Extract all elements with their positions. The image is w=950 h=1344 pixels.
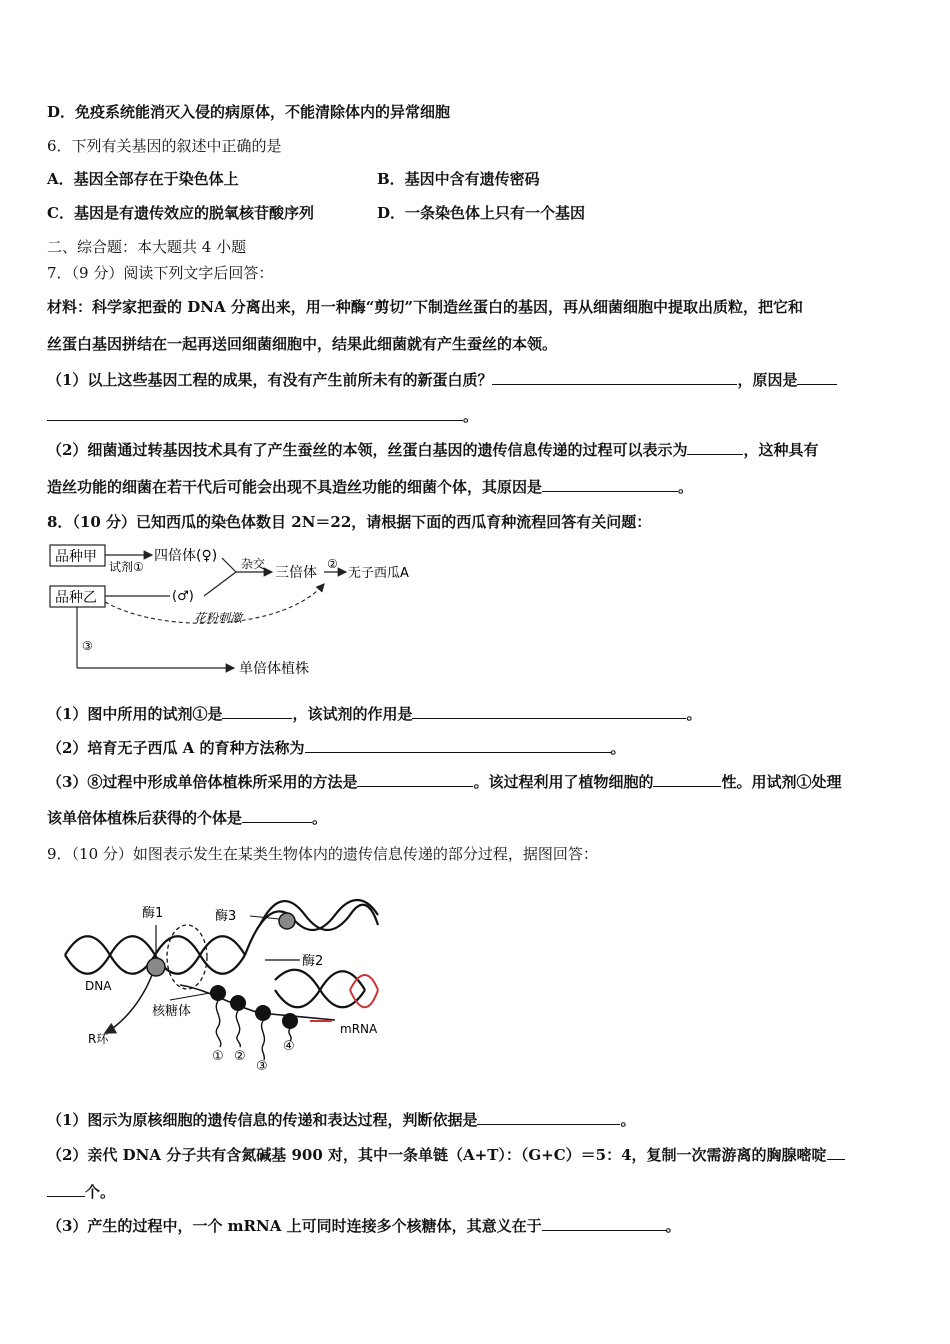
q8-part1-blank2[interactable] [412, 704, 686, 719]
triploid-label: 三倍体 [275, 565, 317, 581]
q8-part3-text: （3）⑧过程中形成单倍体植株所采用的方法是 [47, 773, 358, 791]
q9-part2-blank-start[interactable] [827, 1145, 845, 1160]
q9-part1-blank[interactable] [477, 1110, 620, 1125]
q9-part3-end: 。 [665, 1217, 681, 1235]
q7-part2-text2: ，这种具有 [743, 441, 819, 459]
ribosome-2 [230, 995, 246, 1011]
q8-part2-blank[interactable] [305, 738, 611, 753]
ribosome-pointer [170, 993, 210, 1000]
gene-expression-diagram [60, 895, 390, 1075]
q9-part3-blank[interactable] [542, 1216, 666, 1231]
q9-part3 [47, 1216, 681, 1236]
q7-part1-reason-label: ，原因是 [737, 371, 798, 389]
dna-strand-top-a [245, 900, 378, 955]
dna-strand-top-b [260, 901, 378, 930]
q8-part1-blank1[interactable] [222, 704, 292, 719]
q7-part2-blank1[interactable] [687, 440, 743, 455]
q8-part2 [47, 738, 626, 758]
q7-part1-blank1[interactable] [492, 370, 737, 385]
chain-number-4: ④ [283, 1039, 295, 1054]
ribosome-1 [210, 985, 226, 1001]
q8-part1-text: （1）图中所用的试剂①是 [47, 705, 223, 723]
q9-part2 [47, 1145, 845, 1165]
rloop-strand [105, 975, 152, 1033]
variety-b-label: 品种乙 [55, 590, 97, 606]
q9-part2-text: （2）亲代 DNA 分子共有含氮碱基 900 对，其中一条单链（A+T）：（G+C）＝5：4，复制一次需游离的胸腺嘧啶 [47, 1146, 827, 1164]
dna-label: DNA [85, 979, 112, 993]
q9-part2-end: 个。 [85, 1183, 116, 1201]
q9-part1-text: （1）图示为原核细胞的遗传信息的传递和表达过程，判断依据是 [47, 1111, 478, 1129]
q8-part1-text2: ，该试剂的作用是 [292, 705, 413, 723]
variety-a-label: 品种甲 [55, 549, 97, 565]
q9-part1 [47, 1110, 635, 1130]
enzyme2-label: 酶2 [302, 954, 324, 969]
q6-option-d: D．一条染色体上只有一个基因 [377, 204, 586, 222]
polypeptide-2 [236, 1011, 240, 1047]
q7-part1-continued [47, 406, 478, 426]
polypeptide-3 [262, 1021, 265, 1060]
rloop-label: R环 [88, 1032, 109, 1046]
ribosome-4 [282, 1013, 298, 1029]
enzyme3-blob [279, 913, 295, 929]
ribosome-label: 核糖体 [152, 1004, 192, 1019]
seedless-watermelon-label: 无子西瓜A [348, 566, 409, 581]
q8-part1-end: 。 [686, 705, 702, 723]
q8-stem: 8．（10 分）已知西瓜的染色体数目 2N＝22，请根据下面的西瓜育种流程回答有关问题： [47, 513, 652, 531]
q7-part1-end: 。 [463, 407, 479, 425]
q7-part2-text: （2）细菌通过转基因技术具有了产生蚕丝的本领，丝蛋白基因的遗传信息传递的过程可以表示为 [47, 441, 688, 459]
q6-option-a: A．基因全部存在于染色体上 [47, 170, 239, 188]
q7-part2-blank2[interactable] [542, 477, 678, 492]
tetraploid-label: 四倍体(♀) [154, 548, 218, 564]
q8-part3-continued [47, 808, 327, 828]
chain-number-1: ① [212, 1049, 224, 1064]
q5-option-d: D．免疫系统能消灭入侵的病原体，不能清除体内的异常细胞 [47, 103, 451, 121]
q9-part2-continued [47, 1182, 115, 1202]
q7-stem: 7．（9 分）阅读下列文字后回答： [47, 264, 274, 282]
q8-part3-blank1[interactable] [357, 772, 473, 787]
cross-line-top [222, 558, 236, 572]
q8-part3-text4: 该单倍体植株后获得的个体是 [47, 809, 243, 827]
cross-line-bottom [204, 572, 236, 596]
q6-stem: 6．下列有关基因的叙述中正确的是 [47, 137, 282, 155]
q9-part2-blank[interactable] [47, 1182, 85, 1197]
watermelon-breeding-diagram [44, 540, 444, 685]
q8-part2-text: （2）培育无子西瓜 A 的育种方法称为 [47, 739, 305, 757]
q8-part1 [47, 704, 701, 724]
q8-part3-text3: 性。用试剂①处理 [721, 773, 842, 791]
mrna-label: mRNA [340, 1022, 378, 1036]
q7-part2-text3: 造丝功能的细菌在若干代后可能会出现不具造丝功能的细菌个体，其原因是 [47, 478, 543, 496]
q8-part3-text2: 。该过程利用了植物细胞的 [473, 773, 654, 791]
q8-part3-end: 。 [312, 809, 328, 827]
q9-part3-text: （3）产生的过程中，一个 mRNA 上可同时连接多个核糖体，其意义在于 [47, 1217, 542, 1235]
q7-part1-blank2[interactable] [47, 406, 463, 421]
section-title: 二、综合题：本大题共 4 小题 [47, 238, 247, 256]
q9-stem: 9．（10 分）如图表示发生在某类生物体内的遗传信息传递的部分过程，据图回答： [47, 845, 598, 863]
q8-part2-end: 。 [610, 739, 626, 757]
male-label: (♂) [172, 589, 194, 604]
q7-material-line1: 材料：科学家把蚕的 DNA 分离出来，用一种酶“剪切”下制造丝蛋白的基因，再从细菌细胞中提取出质粒，把它和 [47, 298, 804, 316]
enzyme1-blob [147, 958, 165, 976]
q6-option-c: C．基因是有遗传效应的脱氧核苷酸序列 [47, 204, 314, 222]
q8-part3-blank3[interactable] [242, 808, 312, 823]
enzyme3-label: 酶3 [215, 909, 237, 924]
q7-part2-end: 。 [678, 478, 694, 496]
polypeptide-1 [216, 1001, 221, 1047]
step3-label: ③ [82, 639, 93, 653]
enzyme1-label: 酶1 [142, 906, 164, 921]
q7-part1-text: （1）以上这些基因工程的成果，有没有产生前所未有的新蛋白质？ [47, 371, 493, 389]
q8-part3-blank2[interactable] [653, 772, 721, 787]
q6-option-b: B．基因中含有遗传密码 [377, 170, 540, 188]
cross-label: 杂交 [241, 557, 266, 571]
q7-part2-continued [47, 477, 693, 497]
pollen-stimulation-label: 花粉刺激 [194, 611, 243, 625]
q9-part1-end: 。 [620, 1111, 636, 1129]
chain-number-2: ② [234, 1049, 246, 1064]
reagent-label: 试剂① [109, 560, 144, 574]
haploid-label: 单倍体植株 [239, 661, 309, 677]
q8-part3 [47, 772, 841, 792]
q7-part1 [47, 370, 837, 390]
ribosome-3 [255, 1005, 271, 1021]
q7-part2 [47, 440, 818, 460]
chain-number-3: ③ [256, 1059, 268, 1074]
q7-part1-blank2-start[interactable] [797, 370, 837, 385]
step2-label: ② [327, 557, 338, 571]
q7-material-line2: 丝蛋白基因拼结在一起再送回细菌细胞中，结果此细菌就有产生蚕丝的本领。 [47, 335, 558, 353]
